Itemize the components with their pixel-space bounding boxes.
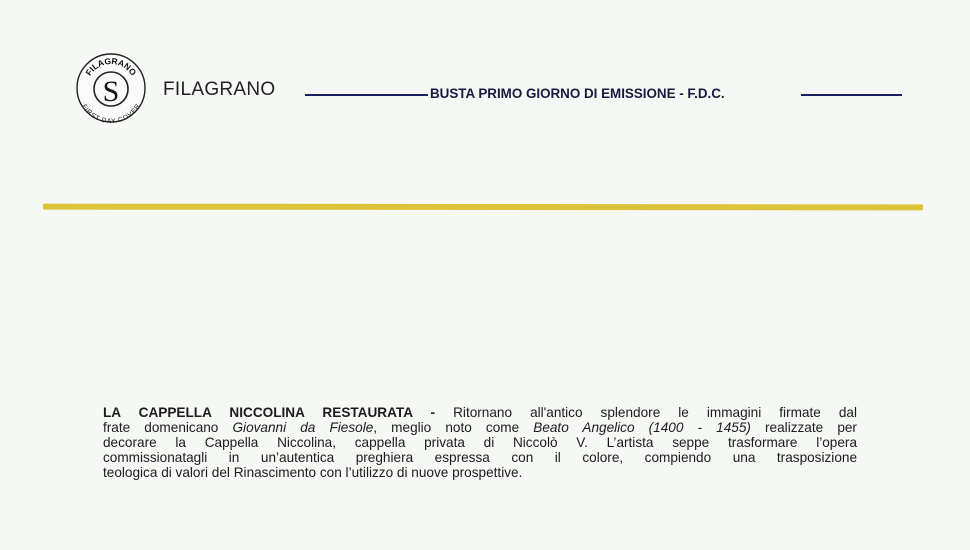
brand-name: FILAGRANO xyxy=(163,79,276,100)
description-italic: Giovanni da Fiesole xyxy=(232,420,374,435)
filagrano-fdc-logo xyxy=(75,52,147,124)
fdc-title: BUSTA PRIMO GIORNO DI EMISSIONE - F.D.C. xyxy=(430,86,725,101)
description-text: frate domenicano xyxy=(103,420,233,435)
description-line xyxy=(103,405,857,420)
yellow-stripe xyxy=(43,204,923,211)
description-heading: LA CAPPELLA NICCOLINA RESTAURATA - xyxy=(103,405,436,420)
description-text: Ritornano all'antico splendore le immagini firmate dal xyxy=(435,405,857,420)
logo-letter: S xyxy=(102,75,120,108)
description-text: , meglio noto come xyxy=(373,420,534,435)
header-rule-right xyxy=(801,94,902,96)
description-text: realizzate per xyxy=(750,420,857,435)
description-line: decorare la Cappella Niccolina, cappella privata di Niccolò V. L’artista seppe trasformare l’opera xyxy=(103,435,857,450)
description-italic: Beato Angelico (1400 - 1455) xyxy=(533,420,751,435)
description-line: commissionatagli in un’autentica preghiera espressa con il colore, compiendo una trasposizione xyxy=(103,450,857,465)
logo-ring-top: FILAGRANO xyxy=(83,55,139,78)
description-line: teologica di valori del Rinascimento con l’utilizzo di nuove prospettive. xyxy=(103,465,523,480)
description-paragraph xyxy=(103,405,857,480)
description-line xyxy=(103,420,857,435)
header-rule-left xyxy=(305,94,428,96)
logo-ring-bottom: FIRST DAY COVER xyxy=(80,103,142,124)
